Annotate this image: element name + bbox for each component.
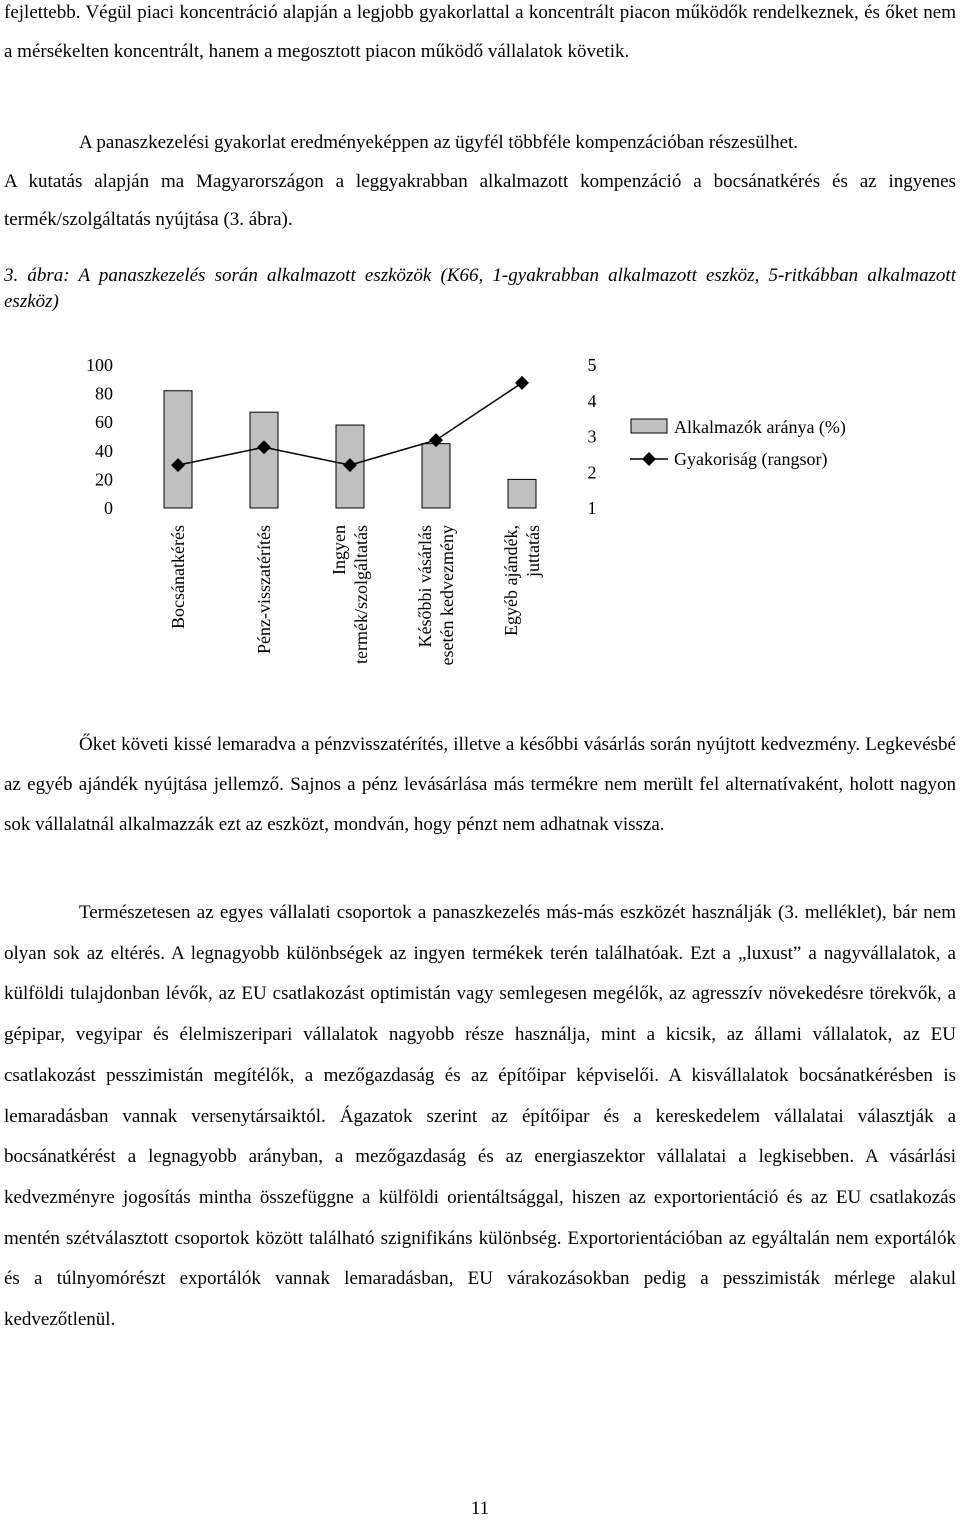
paragraph-groups: Természetesen az egyes vállalati csoportok a panaszkezelés más-más eszközét használják (3. melléklet), bár nem olyan sok az eltérés. A legnagyobb különbségek az ingyen termékek terén találhatóak. Ezt a „luxust” a nagyvállalatok, a külföldi tulajdonban lévők, az EU csatlakozást optimistán vagy semlegesen megélők, az agresszív növekedésre törekvők, a gépipar, vegyipar és élelmiszeripari vállalatok nagyobb része használja, mint a kicsik, az állami vállalatok, az EU csatlakozást pesszimistán megítélők, a mezőgazdaság és az építőipar képviselői. A kisvállalatok bocsánatkérésben is lemaradásban vannak versenytársaiktól. Ágazatok szerint az építőipar és a kereskedelem vállalatai választják a bocsánatkérést a legnagyobb arányban, a mezőgazdaság és az energiaszektor vállalatai a legkisebben. A vásárlási kedvezményre jogosítás mintha összefüggne a külföldi orientáltsággal, hiszen az exportorientáció és az EU csatlakozás mentén szétválasztott csoportok között található szignifikáns különbség. Exportorientációban az egyáltalán nem exportálók és a túlnyomórészt exportálók vannak lemaradásban, EU várakozásokban pedig a pesszimisták mérlege alakul kedvezőtlenül. [4,902,956,1331]
left-axis-tick-label: 60 [95,412,113,433]
paragraph-compensation: A panaszkezelési gyakorlat eredményeképpen az ügyfél többféle kompenzációban részesülhet. [79,132,799,153]
category-label-line: Pénz-visszatérítés [254,525,274,654]
category-label-line: Későbbi vásárlás [415,525,435,648]
paragraph-intro: fejlettebb. Végül piaci koncentráció alapján a legjobb gyakorlattal a koncentrált piacon működők rendelkeznek, és őket nem a mérsékelten koncentrált, hanem a megosztott piacon működő vállalatok követik. [4,2,956,62]
category-label-line: esetén kedvezmény [437,525,457,666]
right-axis-tick-label: 5 [587,355,597,375]
category-label-line: Egyéb ajándék, [501,525,521,636]
left-axis-tick-label: 80 [95,383,113,404]
category-label-line: Ingyen [329,525,349,575]
left-axis-tick-label: 100 [86,355,113,375]
left-axis-tick-label: 40 [95,440,113,461]
category-label [501,525,543,636]
right-axis-tick-label: 4 [587,390,597,411]
legend-line-marker [642,452,656,466]
paragraph-followers: Őket követi kissé lemaradva a pénzvisszatérítés, illetve a későbbi vásárlás során nyújtott kedvezmény. Legkevésbé az egyéb ajándék nyújtása jellemző. Sajnos a pénz levásárlása más termékre nem merült fel alternatívaként, holott nagyon sok vállalatnál alkalmazzák ezt az eszközt, mondván, hogy pénzt nem adhatnak vissza. [4,734,956,835]
category-label-line: termék/szolgáltatás [351,525,371,664]
legend-bar-label: Alkalmazók aránya (%) [674,417,846,437]
category-label-line: Bocsánatkérés [168,525,188,629]
left-axis-tick-label: 20 [95,469,113,490]
category-label [329,525,371,664]
category-label-line: juttatás [523,525,543,577]
right-axis-tick-label: 1 [587,498,597,518]
line-point [515,376,529,390]
bar [508,479,536,508]
legend-line-label: Gyakoriság (rangsor) [674,449,828,469]
right-axis-tick-label: 3 [587,426,597,447]
right-axis-tick-label: 2 [587,462,597,483]
bar [422,444,450,508]
category-label [254,525,274,654]
category-label [415,525,457,665]
paragraph-research: A kutatás alapján ma Magyarországon a leggyakrabban alkalmazott kompenzáció a bocsánatkérés és az ingyenes termék/szolgáltatás nyújtása (3. ábra). [4,171,956,230]
left-axis-tick-label: 0 [104,498,113,518]
page-number: 11 [470,1498,490,1519]
category-label [168,525,188,629]
bar [250,412,278,508]
bar [164,391,192,508]
legend-bar-swatch [631,419,667,433]
compensation-chart [0,340,960,710]
figure-caption: 3. ábra: A panaszkezelés során alkalmazott eszközök (K66, 1-gyakrabban alkalmazott eszköz, 5-ritkábban alkalmazott eszköz) [4,265,956,312]
